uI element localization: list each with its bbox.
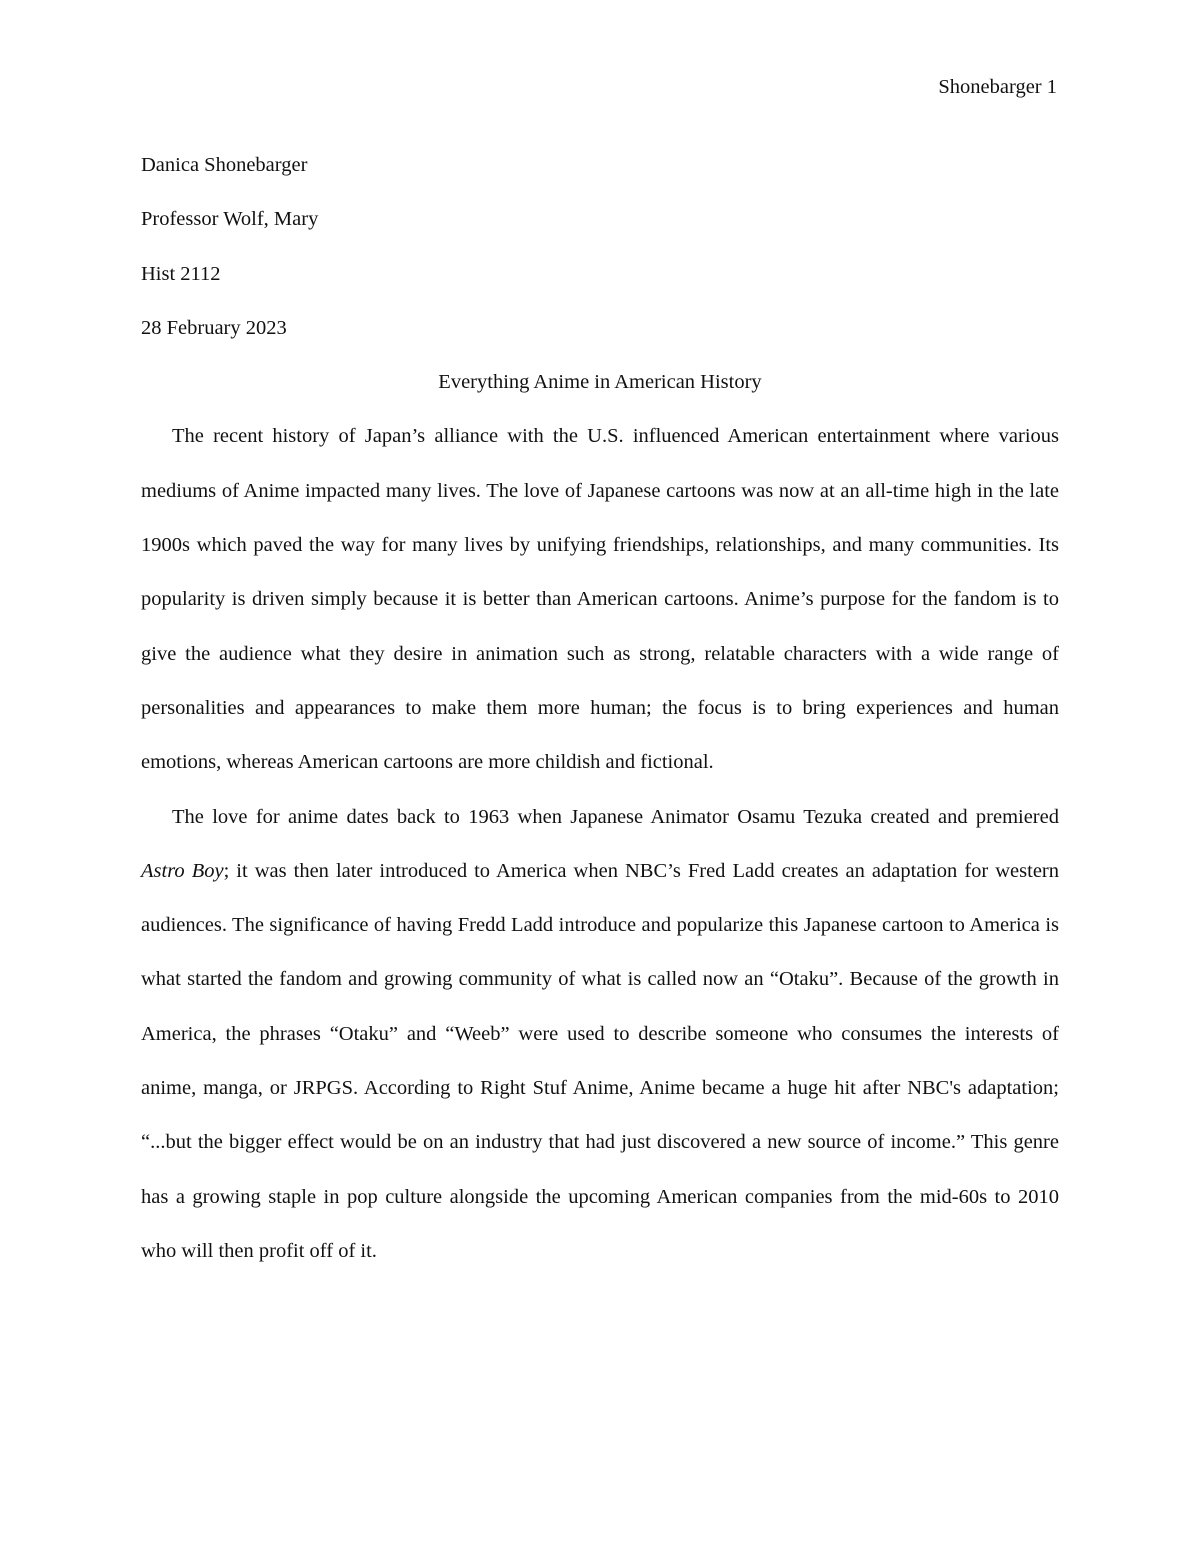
course-name: Hist 2112 bbox=[141, 262, 221, 285]
document-body bbox=[141, 138, 1059, 1278]
paragraph-2 bbox=[141, 790, 1059, 1279]
author-name: Danica Shonebarger bbox=[141, 154, 308, 176]
essay-title: Everything Anime in American History bbox=[438, 371, 762, 394]
paragraph-2-text-end: ; it was then later introduced to America when NBC’s Fred Ladd creates an adaptation for western audiences. The significance of having Fredd Ladd introduce and popularize this Japanese cartoon to America is what started the fandom and growing community of what is called now an “Otaku”. Because of the growth in America, the phrases “Otaku” and “Weeb” were used to describe someone who consumes the interests of anime, manga, or JRPGS. According to Right Stuf Anime, Anime became a huge hit after NBC's adaptation; “...but the bigger effect would be on an industry that had just discovered a new source of income.” This genre has a growing staple in pop culture alongside the upcoming American companies from the mid-60s to 2010 who will then profit off of it. bbox=[141, 859, 1059, 1262]
paragraph-2-text-start: The love for anime dates back to 1963 when Japanese Animator Osamu Tezuka created and premiered bbox=[172, 805, 1059, 828]
astro-boy-title: Astro Boy bbox=[141, 859, 224, 882]
submission-date: 28 February 2023 bbox=[141, 316, 287, 339]
paragraph-1: The recent history of Japan’s alliance with the U.S. influenced American entertainment where various mediums of Anime impacted many lives. The love of Japanese cartoons was now at an all-time high in the late 1900s which paved the way for many lives by unifying friendships, relationships, and many communities. Its popularity is driven simply because it is better than American cartoons. Anime’s purpose for the fandom is to give the audience what they desire in animation such as strong, relatable characters with a wide range of personalities and appearances to make them more human; the focus is to bring experiences and human emotions, whereas American cartoons are more childish and fictional. bbox=[141, 425, 1059, 774]
instructor-name: Professor Wolf, Mary bbox=[141, 208, 319, 231]
running-header: Shonebarger 1 bbox=[938, 76, 1057, 98]
